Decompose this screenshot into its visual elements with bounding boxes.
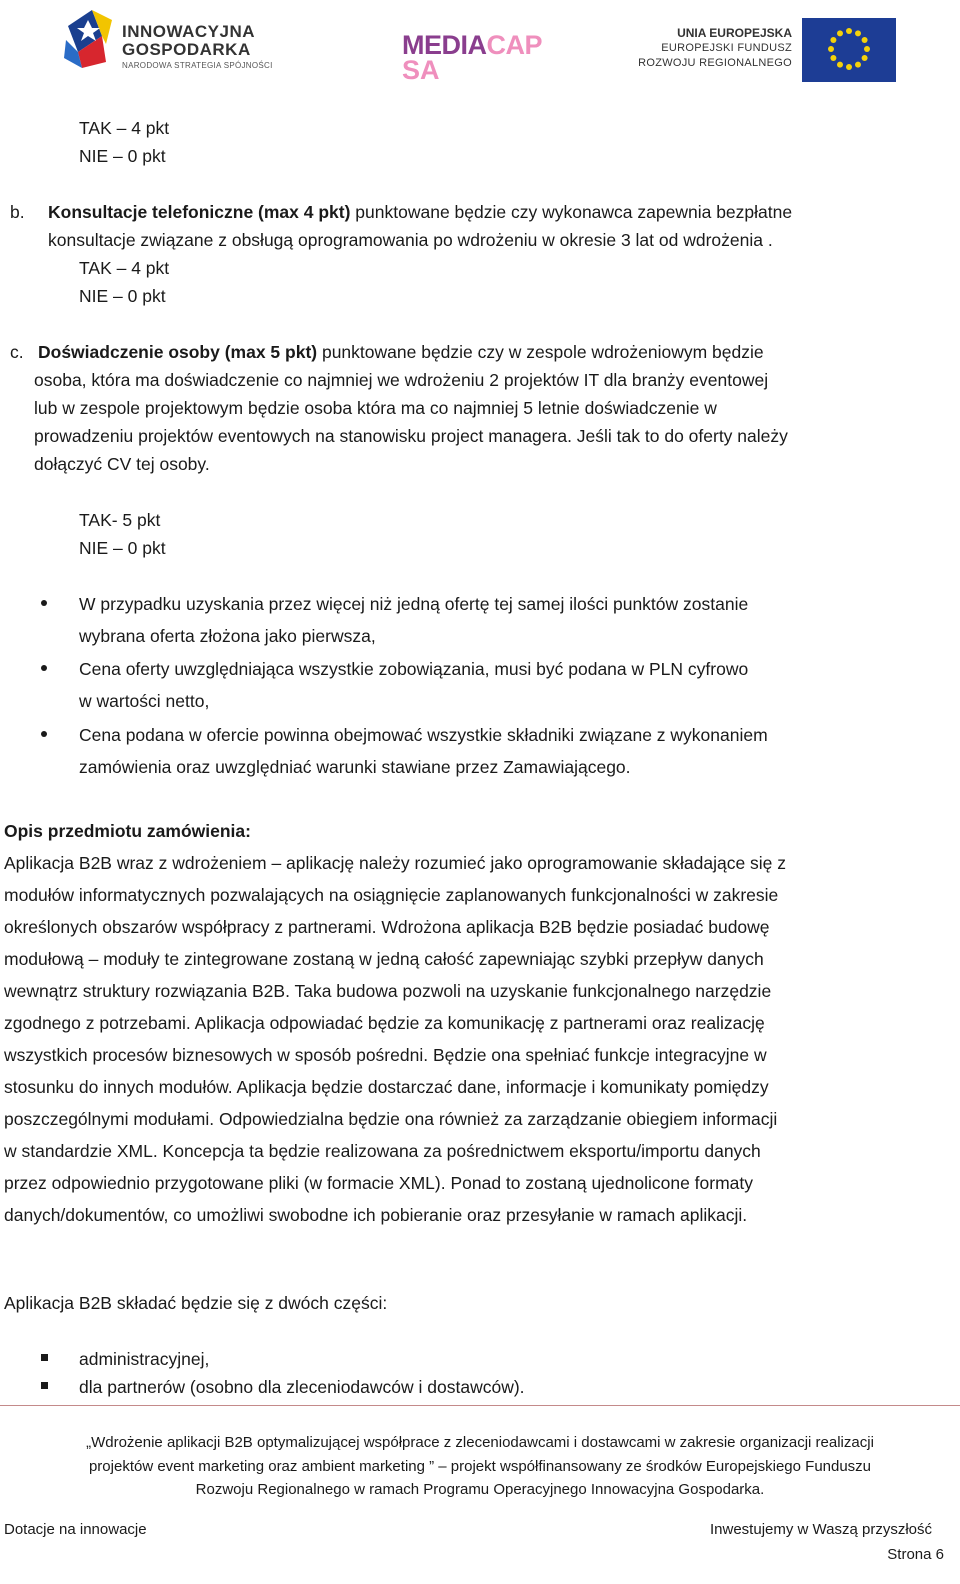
description-line: modułów informatycznych pozwalających na osiągnięcie zaplanowanych funkcjonalności w zakresie: [4, 885, 779, 905]
description-line: poszczególnymi modułami. Odpowiedzialna będzie ona również za zarządzanie obiegiem informacji: [4, 1109, 778, 1129]
page-header: [0, 0, 960, 90]
section-b-title: Konsultacje telefoniczne (max 4 pkt): [48, 202, 351, 222]
bullet-3-line1: Cena podana w ofercie powinna obejmować wszystkie składniki związane z wykonaniem: [79, 725, 768, 745]
bullet-dot: [41, 665, 47, 671]
bullet-dot: [41, 731, 47, 737]
description-line: zgodnego z potrzebami. Aplikacja odpowiadać będzie za komunikację z partnerami oraz realizację: [4, 1013, 765, 1033]
logo-line-strategia: NARODOWA STRATEGIA SPÓJNOŚCI: [122, 61, 273, 70]
footer-line2: projektów event marketing oraz ambient marketing ” – projekt współfinansowany ze środków Europejskiego Funduszu: [88, 1457, 872, 1475]
section-b-line1-rest: punktowane będzie czy wykonawca zapewnia bezpłatne: [350, 202, 793, 222]
logo-line-unia: UNIA EUROPEJSKA: [677, 26, 792, 40]
bullet-2-line2: w wartości netto,: [79, 691, 210, 711]
bullet-dot: [41, 600, 47, 606]
description-line: Aplikacja B2B wraz z wdrożeniem – aplikację należy rozumieć jako oprogramowanie składające się z: [4, 853, 787, 873]
description-line: określonych obszarów współpracy z partnerami. Wdrożona aplikacja B2B będzie posiadać budowę: [4, 917, 770, 937]
parts-item-partnerow: dla partnerów (osobno dla zleceniodawców i dostawców).: [79, 1377, 525, 1397]
section-b-tak: TAK – 4 pkt: [79, 258, 170, 278]
section-c-line1: [38, 338, 944, 366]
logo-cap: CAP: [486, 30, 543, 60]
innowacyjna-gospodarka-logo: [62, 6, 302, 72]
parts-intro: Aplikacja B2B składać będzie się z dwóch części:: [4, 1293, 388, 1313]
section-c-tak: TAK- 5 pkt: [79, 510, 161, 530]
section-a-nie: NIE – 0 pkt: [79, 146, 166, 166]
description-line: w standardzie XML. Koncepcja ta będzie realizowana za pośrednictwem eksportu/importu danych: [4, 1141, 761, 1161]
logo-media: MEDIA: [402, 30, 487, 60]
logo-line-gospodarka: GOSPODARKA: [122, 40, 251, 59]
description-line: wewnątrz struktury rozwiązania B2B. Taka budowa pozwoli na uzyskanie funkcjonalnego narzędzie: [4, 981, 772, 1001]
description-heading: Opis przedmiotu zamówienia:: [4, 821, 251, 841]
description-line: danych/dokumentów, co umożliwi swobodne ich pobieranie oraz przesyłanie w ramach aplikacji.: [4, 1205, 748, 1225]
footer-slogan-right: Inwestujemy w Waszą przyszłość: [710, 1521, 932, 1538]
parts-item-administracyjnej: administracyjnej,: [79, 1349, 210, 1369]
footer-line1: „Wdrożenie aplikacji B2B optymalizującej współprace z zleceniodawcami i dostawcami w zakresie organizacji realizacji: [86, 1434, 874, 1451]
section-b-line1: [48, 198, 792, 226]
bullet-square: [41, 1354, 48, 1361]
footer-divider: [0, 1405, 960, 1406]
footer-slogan-left: Dotacje na innowacje: [4, 1521, 147, 1538]
bullet-square: [41, 1382, 48, 1389]
section-b-line2: konsultacje związane z obsługą oprogramowania po wdrożeniu w okresie 3 lat od wdrożenia .: [48, 230, 773, 250]
bullet-1-line1: W przypadku uzyskania przez więcej niż jedną ofertę tej samej ilości punktów zostanie: [79, 594, 749, 614]
bullet-3-line2: zamówienia oraz uwzględniać warunki stawiane przez Zamawiającego.: [79, 757, 631, 777]
description-line: modułową – moduły te zintegrowane zostaną w jedną całość zapewniając szybki przepływ danych: [4, 949, 764, 969]
section-c-line4: prowadzeniu projektów eventowych na stanowisku project managera. Jeśli tak to do oferty należy: [34, 426, 788, 446]
mediacap-logo: [402, 30, 582, 85]
logo-sa: SA: [402, 55, 440, 85]
section-a-tak: TAK – 4 pkt: [79, 118, 170, 138]
section-c-nie: NIE – 0 pkt: [79, 538, 166, 558]
unia-europejska-logo: [632, 12, 932, 82]
section-c-title: Doświadczenie osoby (max 5 pkt): [38, 342, 318, 362]
bullet-2-line1: Cena oferty uwzględniająca wszystkie zobowiązania, musi być podana w PLN cyfrowo: [79, 659, 749, 679]
bullet-1-line2: wybrana oferta złożona jako pierwsza,: [79, 626, 376, 646]
page-number: Strona 6: [887, 1546, 944, 1563]
logo-line-fundusz: EUROPEJSKI FUNDUSZ: [661, 42, 792, 54]
section-c-line3: lub w zespole projektowym będzie osoba która ma co najmniej 5 letnie doświadczenie w: [34, 398, 717, 418]
section-b-marker: b.: [10, 202, 25, 222]
section-c-line5: dołączyć CV tej osoby.: [34, 454, 210, 474]
footer-project-note: [0, 1431, 960, 1502]
logo-line-rozwoju: ROZWOJU REGIONALNEGO: [638, 57, 792, 69]
section-c-marker: c.: [10, 342, 24, 362]
eu-flag-icon: [802, 18, 896, 82]
section-b-nie: NIE – 0 pkt: [79, 286, 166, 306]
innowacyjna-gospodarka-emblem-icon: [62, 6, 118, 72]
section-c-line2: osoba, która ma doświadczenie co najmniej we wdrożeniu 2 projektów IT dla branży eventowej: [34, 370, 769, 390]
description-line: stosunku do innych modułów. Aplikacja będzie dostarczać dane, informacje i komunikaty pomiędzy: [4, 1077, 769, 1097]
description-line: przez odpowiednio przygotowane pliki (w formacie XML). Ponad to zostaną ujednolicone formaty: [4, 1173, 754, 1193]
footer-line3: Rozwoju Regionalnego w ramach Programu Operacyjnego Innowacyjna Gospodarka.: [195, 1481, 765, 1498]
section-c-line1-rest: punktowane będzie czy w zespole wdrożeniowym będzie: [317, 342, 764, 362]
logo-line-innowacyjna: INNOWACYJNA: [122, 22, 256, 41]
description-line: wszystkich procesów biznesowych w sposób pośredni. Będzie ona spełniać funkcje integracyjne w: [4, 1045, 767, 1065]
